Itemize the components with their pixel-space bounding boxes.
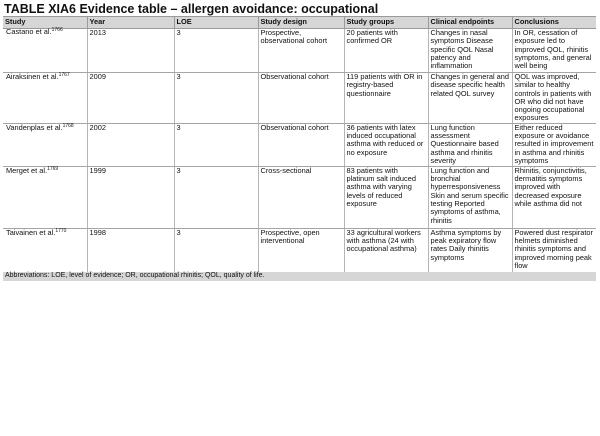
- study-cell: [3, 73, 87, 124]
- year-cell: 1999: [87, 166, 174, 228]
- ref-number: 1769: [47, 165, 59, 172]
- design-cell: Cross-sectional: [258, 166, 344, 228]
- loe-cell: 3: [174, 73, 258, 124]
- loe-cell: 3: [174, 228, 258, 272]
- col-header-design: Study design: [258, 17, 344, 29]
- groups-cell: 36 patients with latex induced occupational asthma with reduced or no exposure: [344, 123, 428, 166]
- study-cell: [3, 166, 87, 228]
- col-header-endpoints: Clinical endpoints: [428, 17, 512, 29]
- study-name: Airaksinen et al.: [6, 72, 59, 81]
- groups-cell: 20 patients with confirmed OR: [344, 29, 428, 73]
- groups-cell: 33 agricultural workers with asthma (24 with occupational asthma): [344, 228, 428, 272]
- endpoints-cell: Lung function and bronchial hyperresponsiveness Skin and serum specific testing Reported symptoms of asthma, rhinitis: [428, 166, 512, 228]
- study-name: Taivainen et al.: [6, 227, 56, 237]
- study-cell: [3, 123, 87, 166]
- table-row: [3, 123, 596, 166]
- study-name: Merget et al.: [6, 165, 48, 175]
- ref-number: 1767: [58, 72, 70, 78]
- conclusions-cell: Powered dust respirator helmets diminished rhinitis symptoms and improved morning peak flow: [512, 228, 596, 272]
- conclusions-cell: Either reduced exposure or avoidance resulted in improvement in asthma and rhinitis symptoms: [512, 123, 596, 166]
- groups-cell: 119 patients with OR in registry-based questionnaire: [344, 73, 428, 124]
- endpoints-cell: Changes in nasal symptoms Disease specific QOL Nasal patency and inflammation: [428, 29, 512, 73]
- study-cell: [3, 228, 87, 272]
- design-cell: Prospective, open interventional: [258, 228, 344, 272]
- evidence-table: [3, 16, 596, 281]
- design-cell: Prospective, observational cohort: [258, 29, 344, 73]
- groups-cell: 83 patients with platinum salt induced asthma with varying levels of reduced exposure: [344, 166, 428, 228]
- endpoints-cell: Lung function assessment Questionnaire based asthma and rhinitis severity: [428, 123, 512, 166]
- loe-cell: 3: [174, 166, 258, 228]
- conclusions-cell: Rhinitis, conjunctivitis, dermatitis symptoms improved with decreased exposure while asthma did not: [512, 166, 596, 228]
- study-name: Vandenplas et al.: [6, 122, 63, 132]
- table-title: TABLE XIA6 Evidence table – allergen avoidance: occupational: [4, 2, 379, 16]
- loe-cell: 3: [174, 123, 258, 166]
- year-cell: 1998: [87, 228, 174, 272]
- conclusions-cell: In OR, cessation of exposure led to improved QOL, rhinitis symptoms, and general well being: [512, 29, 596, 73]
- endpoints-cell: Asthma symptoms by peak expiratory flow rates Daily rhinitis symptoms: [428, 228, 512, 272]
- col-header-year: Year: [87, 17, 174, 29]
- footnote-row: [3, 272, 596, 280]
- design-cell: Observational cohort: [258, 123, 344, 166]
- year-cell: 2009: [87, 73, 174, 124]
- design-cell: Observational cohort: [258, 73, 344, 124]
- col-header-conclusions: Conclusions: [512, 17, 596, 29]
- study-name: Castano et al.$^{1766}$: [6, 27, 63, 36]
- ref-number: 1768: [62, 122, 74, 129]
- ref-number: 1770: [55, 227, 67, 234]
- col-header-groups: Study groups: [344, 17, 428, 29]
- table-row: [3, 73, 596, 124]
- table-row: [3, 228, 596, 272]
- header-row: [3, 17, 596, 29]
- loe-cell: 3: [174, 29, 258, 73]
- year-cell: 2002: [87, 123, 174, 166]
- study-cell: [3, 29, 87, 73]
- ref-number: 1766: [51, 27, 63, 33]
- conclusions-cell: QOL was improved, similar to healthy controls in patients with OR who did not have ongoing occupational exposures: [512, 73, 596, 124]
- year-cell: 2013: [87, 29, 174, 73]
- endpoints-cell: Changes in general and disease specific health related QOL survey: [428, 73, 512, 124]
- table-row: [3, 166, 596, 228]
- col-header-study: Study: [3, 17, 87, 29]
- footnote: Abbreviations: LOE, level of evidence; OR, occupational rhinitis; QOL, quality of life.: [3, 272, 596, 280]
- table-row: [3, 29, 596, 73]
- col-header-loe: LOE: [174, 17, 258, 29]
